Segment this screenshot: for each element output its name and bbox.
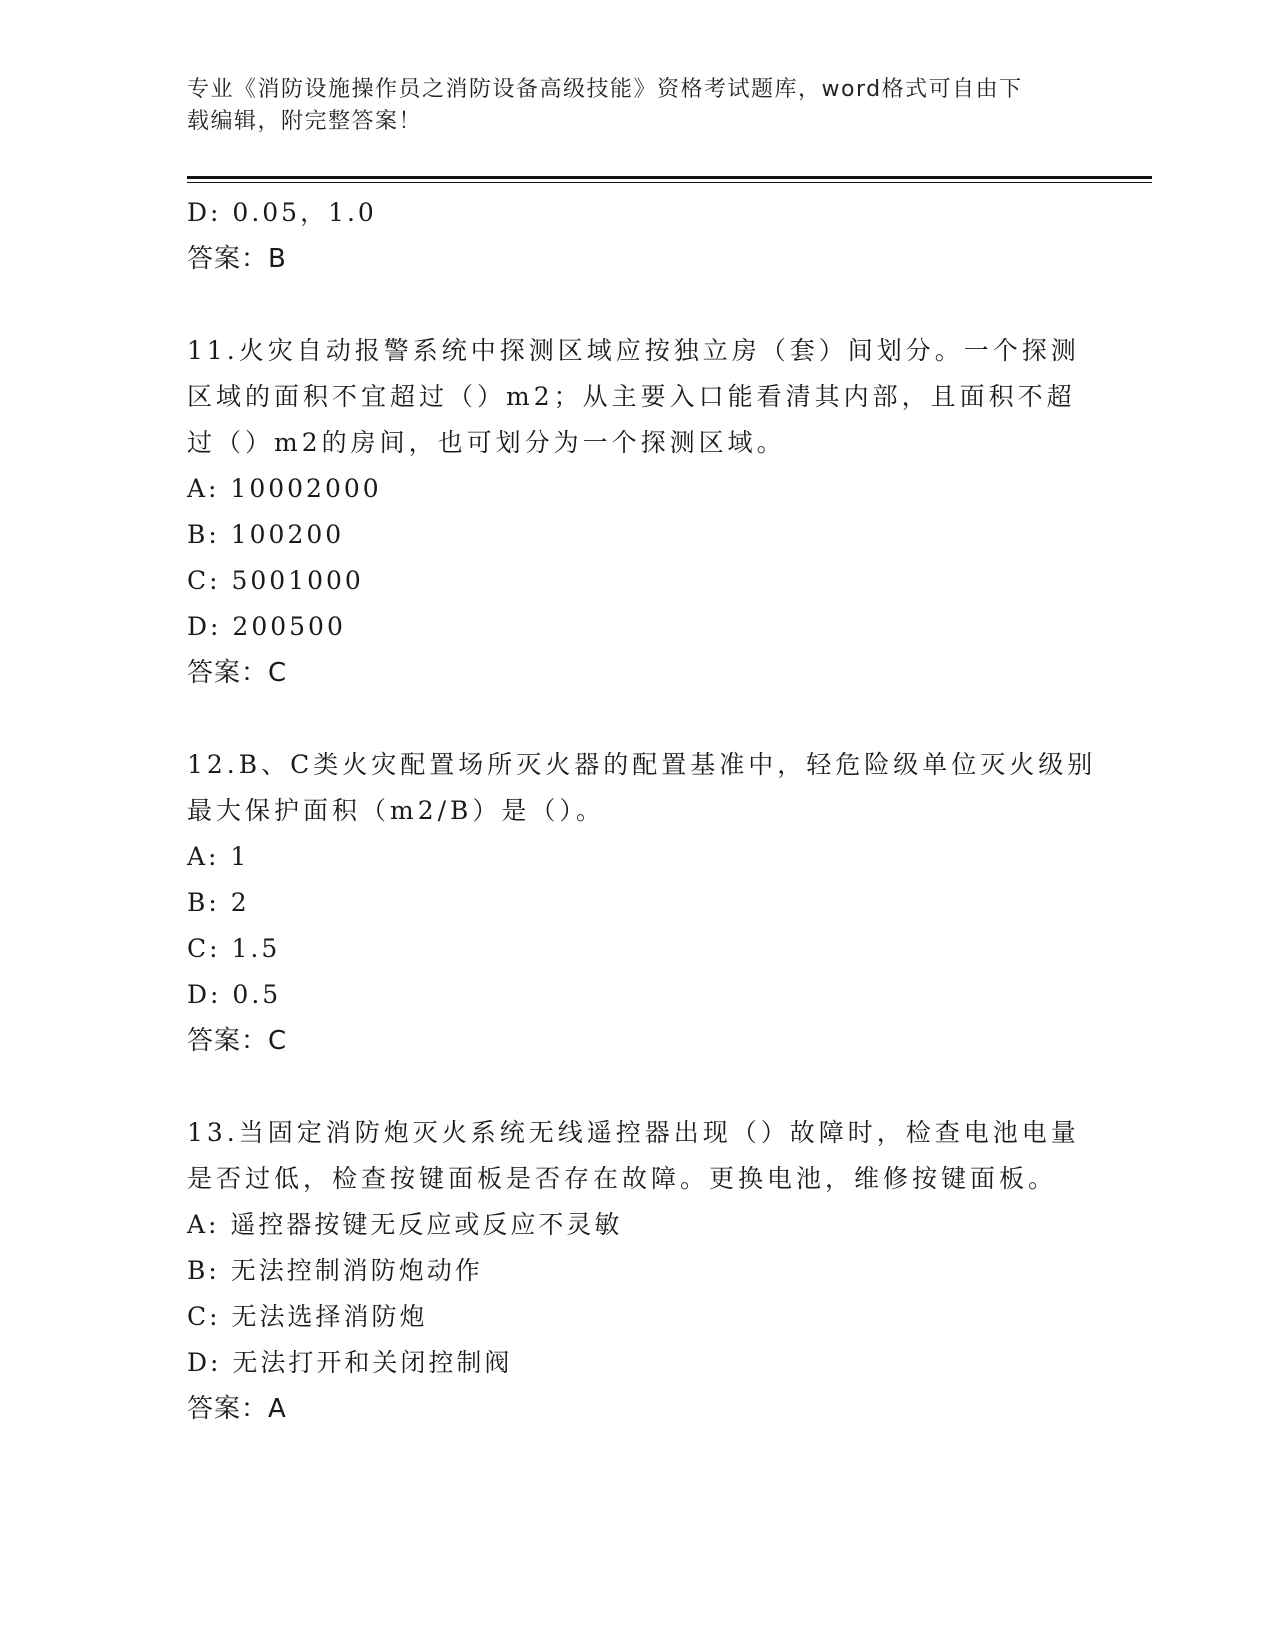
option-d: D: 0.05，1.0 bbox=[187, 198, 377, 227]
question-11 bbox=[187, 328, 1107, 696]
page-header bbox=[187, 74, 1067, 138]
option-d: D: 无法打开和关闭控制阀 bbox=[187, 1348, 513, 1377]
option-d: D: 0.5 bbox=[187, 980, 282, 1009]
option-c: C: 1.5 bbox=[187, 934, 281, 963]
option-c: C: 5001000 bbox=[187, 566, 364, 595]
option-d: D: 200500 bbox=[187, 612, 346, 641]
header-divider-thick bbox=[187, 176, 1152, 179]
option-b: B: 100200 bbox=[187, 520, 345, 549]
option-a: A: 10002000 bbox=[187, 474, 382, 503]
question-text-line: 是否过低，检查按键面板是否存在故障。更换电池，维修按键面板。 bbox=[187, 1164, 1058, 1193]
header-line-2: 载编辑，附完整答案！ bbox=[187, 109, 423, 134]
answer-line: 答案：B bbox=[187, 244, 287, 274]
question-text-line: 12.B、C类火灾配置场所灭火器的配置基准中，轻危险级单位灭火级别 bbox=[187, 750, 1097, 779]
question-12 bbox=[187, 742, 1107, 1064]
header-divider-thin bbox=[187, 182, 1152, 183]
option-a: A: 遥控器按键无反应或反应不灵敏 bbox=[187, 1210, 623, 1239]
question-text-line: 区域的面积不宜超过（）m2；从主要入口能看清其内部，且面积不超 bbox=[187, 382, 1076, 411]
question-text-line: 过（）m2的房间，也可划分为一个探测区域。 bbox=[187, 428, 786, 457]
answer-line: 答案：C bbox=[187, 1026, 288, 1056]
question-text-line: 11.火灾自动报警系统中探测区域应按独立房（套）间划分。一个探测 bbox=[187, 336, 1080, 365]
option-a: A: 1 bbox=[187, 842, 250, 871]
question-content bbox=[187, 190, 1107, 1478]
question-text-line: 13.当固定消防炮灭火系统无线遥控器出现（）故障时，检查电池电量 bbox=[187, 1118, 1080, 1147]
question-13 bbox=[187, 1110, 1107, 1432]
answer-line: 答案：A bbox=[187, 1394, 287, 1424]
previous-question-tail bbox=[187, 190, 1107, 282]
answer-line: 答案：C bbox=[187, 658, 288, 688]
option-b: B: 2 bbox=[187, 888, 250, 917]
question-text-line: 最大保护面积（m2/B）是（）。 bbox=[187, 796, 605, 825]
option-b: B: 无法控制消防炮动作 bbox=[187, 1256, 483, 1285]
option-c: C: 无法选择消防炮 bbox=[187, 1302, 428, 1331]
header-line-1: 专业《消防设施操作员之消防设备高级技能》资格考试题库，word格式可自由下 bbox=[187, 77, 1023, 102]
